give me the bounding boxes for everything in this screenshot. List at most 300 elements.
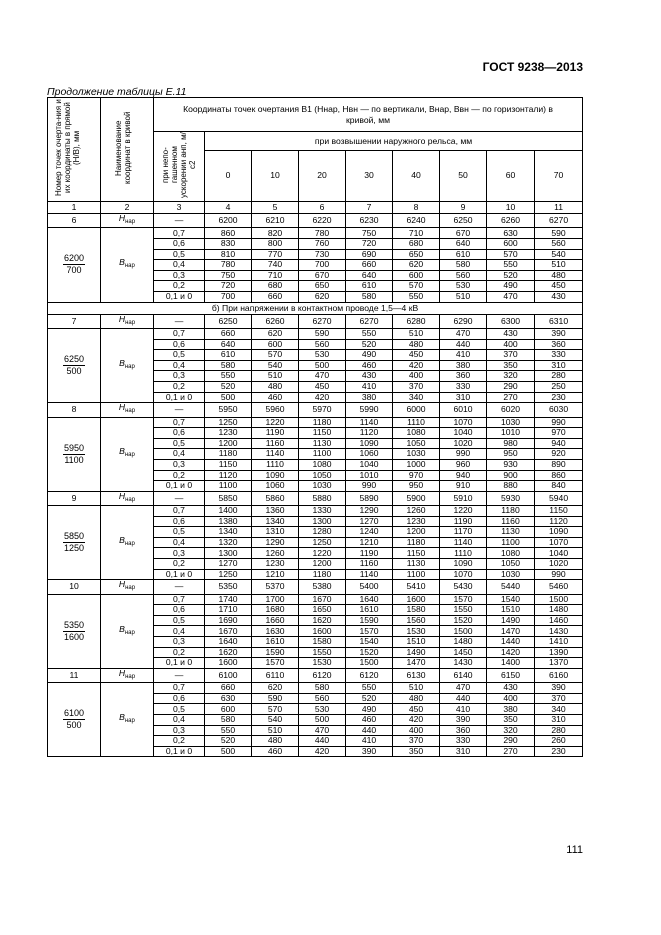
value-cell: 370 <box>487 350 535 361</box>
value-cell: 460 <box>252 746 299 757</box>
value-cell: 900 <box>487 470 535 481</box>
acceleration-value: 0,2 <box>154 381 205 392</box>
value-cell: 420 <box>299 392 346 403</box>
acceleration-value: 0,5 <box>154 438 205 449</box>
value-cell: 440 <box>346 725 393 736</box>
value-cell: 1610 <box>252 637 299 648</box>
value-cell: 1030 <box>487 417 535 428</box>
acceleration-dash: — <box>154 214 205 228</box>
value-cell: 560 <box>440 270 487 281</box>
value-cell: 990 <box>535 569 583 580</box>
value-cell: 310 <box>535 360 583 371</box>
value-cell: 1600 <box>393 594 440 605</box>
table-row <box>48 214 583 228</box>
value-cell: 1180 <box>299 417 346 428</box>
value-cell: 550 <box>393 291 440 302</box>
value-cell: 320 <box>487 725 535 736</box>
point-coordinates <box>48 683 101 757</box>
value-cell: 440 <box>440 339 487 350</box>
value-cell: 1220 <box>440 506 487 517</box>
value-cell: 6260 <box>487 214 535 228</box>
fraction-denominator: 700 <box>66 265 82 276</box>
acceleration-value: 0,3 <box>154 270 205 281</box>
point-coordinates <box>48 228 101 302</box>
value-cell: 950 <box>487 449 535 460</box>
value-cell: 780 <box>299 228 346 239</box>
value-cell: 1250 <box>205 417 252 428</box>
value-cell: 1150 <box>299 428 346 439</box>
value-cell: 360 <box>535 339 583 350</box>
acceleration-value: 0,3 <box>154 548 205 559</box>
value-cell: 6000 <box>393 403 440 417</box>
column-number: 5 <box>252 202 299 214</box>
value-cell: 6160 <box>535 668 583 682</box>
value-cell: 1460 <box>535 615 583 626</box>
acceleration-value: 0,2 <box>154 559 205 570</box>
value-cell: 630 <box>205 693 252 704</box>
value-cell: 1130 <box>299 438 346 449</box>
value-cell: 1670 <box>205 626 252 637</box>
value-cell: 490 <box>346 350 393 361</box>
column-number: 6 <box>299 202 346 214</box>
value-cell: 6250 <box>440 214 487 228</box>
value-cell: 6280 <box>393 314 440 328</box>
value-cell: 1110 <box>252 459 299 470</box>
point-number: 9 <box>48 491 101 505</box>
value-cell: 1020 <box>440 438 487 449</box>
value-cell: 650 <box>299 281 346 292</box>
value-cell: 1580 <box>299 637 346 648</box>
value-cell: 530 <box>299 350 346 361</box>
value-cell: 6130 <box>393 668 440 682</box>
value-cell: 1180 <box>205 449 252 460</box>
value-cell: 5900 <box>393 491 440 505</box>
value-cell: 1140 <box>346 417 393 428</box>
value-cell: 940 <box>440 470 487 481</box>
value-cell: 350 <box>487 360 535 371</box>
value-cell: 5850 <box>205 491 252 505</box>
value-cell: 510 <box>440 291 487 302</box>
value-cell: 1500 <box>346 658 393 669</box>
value-cell: 1340 <box>205 527 252 538</box>
value-cell: 1370 <box>535 658 583 669</box>
value-cell: 1110 <box>440 548 487 559</box>
coordinates-table <box>47 97 583 757</box>
point-number: 10 <box>48 580 101 594</box>
value-cell: 1510 <box>487 605 535 616</box>
acceleration-value: 0,4 <box>154 360 205 371</box>
value-cell: 710 <box>393 228 440 239</box>
value-cell: 6110 <box>252 668 299 682</box>
point-number: 11 <box>48 668 101 682</box>
coordinate-symbol: H <box>118 213 126 223</box>
value-cell: 1480 <box>440 637 487 648</box>
value-cell: 1420 <box>487 647 535 658</box>
value-cell: 230 <box>535 746 583 757</box>
value-cell: 5970 <box>299 403 346 417</box>
value-cell: 1050 <box>487 559 535 570</box>
value-cell: 1270 <box>205 559 252 570</box>
value-cell: 1340 <box>252 516 299 527</box>
value-cell: 570 <box>252 704 299 715</box>
column-header-coordinate-name <box>101 98 154 202</box>
value-cell: 930 <box>487 459 535 470</box>
value-cell: 1640 <box>346 594 393 605</box>
value-cell: 520 <box>487 270 535 281</box>
value-cell: 420 <box>393 715 440 726</box>
value-cell: 360 <box>440 725 487 736</box>
elevation-value: 0 <box>205 151 252 202</box>
column-number: 8 <box>393 202 440 214</box>
value-cell: 1600 <box>299 626 346 637</box>
value-cell: 1250 <box>299 537 346 548</box>
value-cell: 1280 <box>299 527 346 538</box>
acceleration-value: 0,1 и 0 <box>154 392 205 403</box>
value-cell: 1060 <box>252 481 299 492</box>
value-cell: 1560 <box>393 615 440 626</box>
value-cell: 780 <box>205 260 252 271</box>
acceleration-value: 0,3 <box>154 459 205 470</box>
value-cell: 1240 <box>346 527 393 538</box>
column-header-coordinate-name-text: Наименование координат в кривой <box>114 111 132 185</box>
value-cell: 700 <box>205 291 252 302</box>
value-cell: 5370 <box>252 580 299 594</box>
fraction-denominator: 1600 <box>63 631 85 642</box>
column-number: 1 <box>48 202 101 214</box>
value-cell: 1430 <box>535 626 583 637</box>
table-row <box>48 668 583 682</box>
value-cell: 1400 <box>205 506 252 517</box>
value-cell: 430 <box>487 328 535 339</box>
value-cell: 1080 <box>487 548 535 559</box>
value-cell: 6220 <box>299 214 346 228</box>
elevation-value: 60 <box>487 151 535 202</box>
value-cell: 510 <box>252 371 299 382</box>
value-cell: 840 <box>535 481 583 492</box>
value-cell: 1700 <box>252 594 299 605</box>
value-cell: 550 <box>487 260 535 271</box>
acceleration-value: 0,1 и 0 <box>154 291 205 302</box>
value-cell: 580 <box>299 683 346 694</box>
acceleration-value: 0,6 <box>154 428 205 439</box>
value-cell: 1210 <box>346 537 393 548</box>
fraction-denominator: 1250 <box>63 543 85 554</box>
coordinate-symbol: H <box>118 314 126 324</box>
value-cell: 450 <box>535 281 583 292</box>
fraction-denominator: 500 <box>66 720 82 731</box>
coordinate-subscript: нар <box>124 718 135 725</box>
elevation-value: 20 <box>299 151 346 202</box>
value-cell: 390 <box>535 328 583 339</box>
table-row <box>48 314 583 328</box>
point-coordinates <box>48 417 101 491</box>
acceleration-value: 0,6 <box>154 516 205 527</box>
coordinate-symbol: H <box>118 579 126 590</box>
value-cell: 1030 <box>487 569 535 580</box>
value-cell: 1070 <box>535 537 583 548</box>
acceleration-value: 0,4 <box>154 537 205 548</box>
value-cell: 5430 <box>440 580 487 594</box>
value-cell: 810 <box>205 249 252 260</box>
coordinate-subscript: нар <box>125 319 136 326</box>
value-cell: 950 <box>393 481 440 492</box>
acceleration-value: 0,2 <box>154 647 205 658</box>
fraction-numerator: 6100 <box>63 708 85 719</box>
value-cell: 510 <box>393 328 440 339</box>
value-cell: 910 <box>440 481 487 492</box>
value-cell: 1550 <box>299 647 346 658</box>
value-cell: 1500 <box>440 626 487 637</box>
value-cell: 680 <box>393 239 440 250</box>
value-cell: 390 <box>346 746 393 757</box>
value-cell: 960 <box>440 459 487 470</box>
value-cell: 1190 <box>252 428 299 439</box>
acceleration-value: 0,6 <box>154 693 205 704</box>
value-cell: 480 <box>535 270 583 281</box>
value-cell: 1180 <box>299 569 346 580</box>
value-cell: 5860 <box>252 491 299 505</box>
value-cell: 490 <box>346 704 393 715</box>
value-cell: 5410 <box>393 580 440 594</box>
value-cell: 420 <box>393 360 440 371</box>
table-row <box>48 683 583 694</box>
value-cell: 5880 <box>299 491 346 505</box>
value-cell: 1130 <box>393 559 440 570</box>
fraction-numerator: 5950 <box>63 442 85 453</box>
coordinate-symbol: B <box>119 357 125 368</box>
value-cell: 1190 <box>440 516 487 527</box>
elevation-value: 10 <box>252 151 299 202</box>
elevation-value: 50 <box>440 151 487 202</box>
value-cell: 570 <box>393 281 440 292</box>
coordinate-subscript: нар <box>125 585 136 592</box>
value-cell: 980 <box>487 438 535 449</box>
value-cell: 5910 <box>440 491 487 505</box>
value-cell: 540 <box>252 715 299 726</box>
value-cell: 320 <box>487 371 535 382</box>
value-cell: 1250 <box>205 569 252 580</box>
column-number: 4 <box>205 202 252 214</box>
value-cell: 610 <box>205 350 252 361</box>
acceleration-value: 0,7 <box>154 683 205 694</box>
value-cell: 480 <box>252 736 299 747</box>
coordinate-subscript: нар <box>124 452 135 459</box>
value-cell: 590 <box>535 228 583 239</box>
value-cell: 5930 <box>487 491 535 505</box>
value-cell: 1480 <box>535 605 583 616</box>
value-cell: 6270 <box>346 314 393 328</box>
acceleration-value: 0,1 и 0 <box>154 658 205 669</box>
value-cell: 560 <box>299 693 346 704</box>
value-cell: 430 <box>535 291 583 302</box>
value-cell: 340 <box>393 392 440 403</box>
value-cell: 1060 <box>346 449 393 460</box>
value-cell: 620 <box>252 683 299 694</box>
value-cell: 6300 <box>487 314 535 328</box>
value-cell: 290 <box>487 736 535 747</box>
coordinate-name-h <box>101 668 154 682</box>
coordinate-subscript: нар <box>124 363 135 370</box>
value-cell: 1230 <box>393 516 440 527</box>
value-cell: 1300 <box>205 548 252 559</box>
value-cell: 1100 <box>299 449 346 460</box>
value-cell: 1070 <box>440 569 487 580</box>
value-cell: 590 <box>252 693 299 704</box>
value-cell: 560 <box>535 239 583 250</box>
value-cell: 940 <box>535 438 583 449</box>
table-continuation-label: Продолжение таблицы Е.11 <box>47 86 187 98</box>
value-cell: 1070 <box>440 417 487 428</box>
acceleration-value: 0,3 <box>154 371 205 382</box>
value-cell: 6210 <box>252 214 299 228</box>
value-cell: 1470 <box>393 658 440 669</box>
value-cell: 1180 <box>393 537 440 548</box>
acceleration-value: 0,7 <box>154 417 205 428</box>
coordinate-name-b <box>101 683 154 757</box>
value-cell: 620 <box>393 260 440 271</box>
value-cell: 6140 <box>440 668 487 682</box>
value-cell: 510 <box>393 683 440 694</box>
value-cell: 620 <box>252 328 299 339</box>
value-cell: 1150 <box>205 459 252 470</box>
coordinate-name-b <box>101 228 154 302</box>
coordinate-symbol: B <box>119 446 125 457</box>
value-cell: 1650 <box>299 605 346 616</box>
value-cell: 1230 <box>205 428 252 439</box>
value-cell: 420 <box>299 746 346 757</box>
acceleration-value: 0,2 <box>154 470 205 481</box>
value-cell: 440 <box>299 736 346 747</box>
value-cell: 1410 <box>535 637 583 648</box>
value-cell: 1510 <box>393 637 440 648</box>
acceleration-value: 0,4 <box>154 449 205 460</box>
value-cell: 410 <box>440 704 487 715</box>
value-cell: 5960 <box>252 403 299 417</box>
value-cell: 500 <box>299 360 346 371</box>
acceleration-value: 0,6 <box>154 605 205 616</box>
value-cell: 550 <box>205 725 252 736</box>
value-cell: 310 <box>440 746 487 757</box>
column-header-point-text: Номер точек очерта-ния и их координаты в прямой (H/B), мм <box>54 99 81 197</box>
value-cell: 700 <box>299 260 346 271</box>
value-cell: 1530 <box>393 626 440 637</box>
value-cell: 520 <box>205 381 252 392</box>
value-cell: 1260 <box>252 548 299 559</box>
value-cell: 280 <box>535 371 583 382</box>
acceleration-dash: — <box>154 491 205 505</box>
value-cell: 1380 <box>205 516 252 527</box>
column-header-point <box>48 98 101 202</box>
section-caption: б) При напряжении в контактном проводе 1,5—4 кВ <box>48 302 583 314</box>
value-cell: 1540 <box>487 594 535 605</box>
value-cell: 750 <box>205 270 252 281</box>
value-cell: 1040 <box>535 548 583 559</box>
value-cell: 540 <box>252 360 299 371</box>
acceleration-value: 0,4 <box>154 626 205 637</box>
value-cell: 1740 <box>205 594 252 605</box>
value-cell: 500 <box>205 746 252 757</box>
coordinate-subscript: нар <box>125 408 136 415</box>
value-cell: 6260 <box>252 314 299 328</box>
value-cell: 750 <box>346 228 393 239</box>
value-cell: 370 <box>535 693 583 704</box>
value-cell: 720 <box>346 239 393 250</box>
value-cell: 1120 <box>535 516 583 527</box>
value-cell: 450 <box>393 704 440 715</box>
acceleration-value: 0,6 <box>154 239 205 250</box>
value-cell: 410 <box>440 350 487 361</box>
value-cell: 990 <box>535 417 583 428</box>
value-cell: 250 <box>535 381 583 392</box>
acceleration-value: 0,7 <box>154 506 205 517</box>
acceleration-value: 0,3 <box>154 725 205 736</box>
value-cell: 990 <box>440 449 487 460</box>
value-cell: 660 <box>205 328 252 339</box>
value-cell: 1310 <box>252 527 299 538</box>
value-cell: 550 <box>346 328 393 339</box>
value-cell: 500 <box>299 715 346 726</box>
point-coordinates <box>48 506 101 580</box>
value-cell: 530 <box>299 704 346 715</box>
coordinate-symbol: H <box>118 402 126 413</box>
value-cell: 1630 <box>252 626 299 637</box>
column-number: 11 <box>535 202 583 214</box>
value-cell: 400 <box>393 725 440 736</box>
value-cell: 600 <box>393 270 440 281</box>
value-cell: 440 <box>440 693 487 704</box>
value-cell: 1300 <box>299 516 346 527</box>
value-cell: 1140 <box>252 449 299 460</box>
value-cell: 6270 <box>299 314 346 328</box>
value-cell: 1360 <box>252 506 299 517</box>
value-cell: 470 <box>487 291 535 302</box>
value-cell: 1090 <box>535 527 583 538</box>
value-cell: 1490 <box>487 615 535 626</box>
fraction-numerator: 5350 <box>63 619 85 630</box>
value-cell: 490 <box>487 281 535 292</box>
value-cell: 6120 <box>299 668 346 682</box>
value-cell: 450 <box>393 350 440 361</box>
value-cell: 580 <box>440 260 487 271</box>
value-cell: 1570 <box>346 626 393 637</box>
value-cell: 660 <box>205 683 252 694</box>
column-header-acceleration-text: при непо-гашенном ускорении aнп, м/с2 <box>161 132 197 198</box>
value-cell: 1080 <box>393 428 440 439</box>
acceleration-value: 0,7 <box>154 594 205 605</box>
value-cell: 610 <box>346 281 393 292</box>
acceleration-value: 0,1 и 0 <box>154 569 205 580</box>
value-cell: 370 <box>393 736 440 747</box>
value-cell: 680 <box>252 281 299 292</box>
value-cell: 1710 <box>205 605 252 616</box>
value-cell: 1670 <box>299 594 346 605</box>
value-cell: 330 <box>535 350 583 361</box>
value-cell: 890 <box>535 459 583 470</box>
value-cell: 1200 <box>299 559 346 570</box>
table-row <box>48 403 583 417</box>
column-number: 7 <box>346 202 393 214</box>
value-cell: 580 <box>205 360 252 371</box>
value-cell: 1050 <box>299 470 346 481</box>
value-cell: 860 <box>535 470 583 481</box>
coordinate-symbol: B <box>119 712 125 723</box>
value-cell: 770 <box>252 249 299 260</box>
coordinate-symbol: H <box>118 668 126 678</box>
value-cell: 1470 <box>487 626 535 637</box>
value-cell: 1160 <box>487 516 535 527</box>
value-cell: 1590 <box>346 615 393 626</box>
value-cell: 430 <box>346 371 393 382</box>
